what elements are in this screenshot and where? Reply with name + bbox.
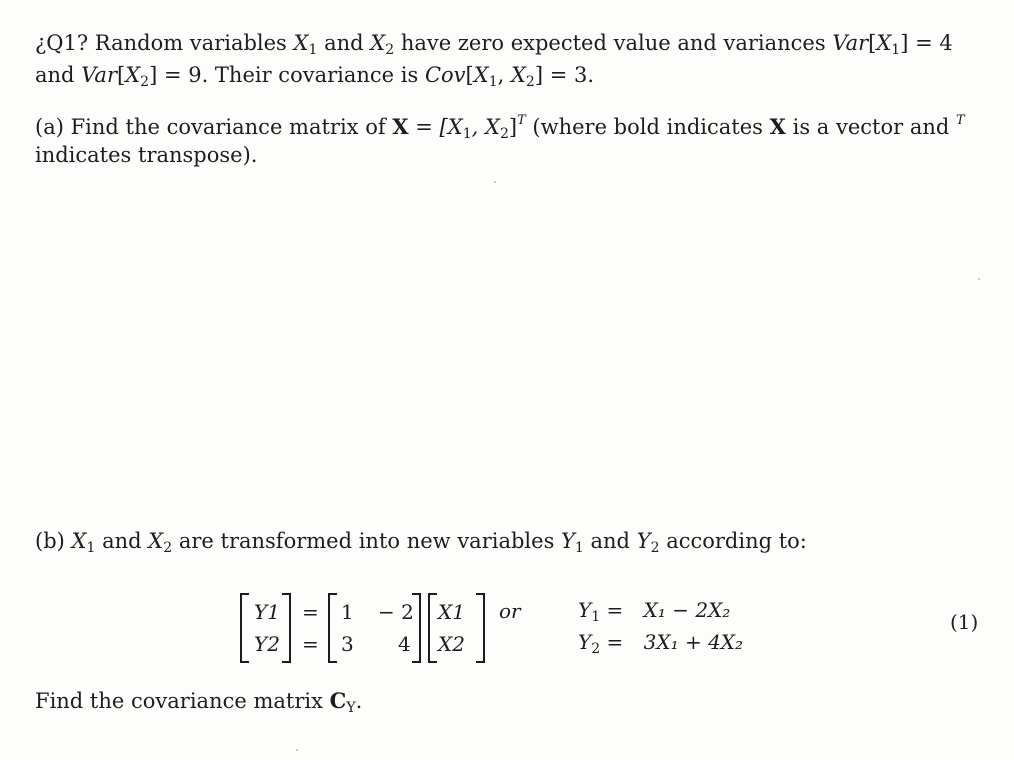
y-vector-entry: Y1: [254, 600, 280, 624]
a-matrix-entry: − 2: [378, 600, 414, 624]
part-b-find-line: Find the covariance matrix $C_Y$.: [35, 688, 363, 716]
a-matrix-entry: 3: [341, 632, 354, 656]
part-a-label: (a): [35, 115, 64, 139]
y-vector-left-bracket: [240, 593, 249, 663]
a-matrix-right-bracket: [412, 593, 421, 663]
y-vector-right-bracket: [282, 593, 291, 663]
part-a-line-1: (a) Find the covariance matrix of $X = [X_1$, $X_2]^T$ (where bold indicates X is a vector and $^T$: [35, 113, 965, 142]
equation-line-1: $Y_1 = X_1 - 2X_2$: [578, 598, 731, 625]
y-vector-entry: Y2: [254, 632, 280, 656]
part-b-label: (b): [35, 529, 65, 553]
a-matrix-entry: 1: [341, 600, 354, 624]
equation-number: (1): [950, 610, 979, 634]
scan-speck: [978, 278, 980, 280]
equals-sign: =: [302, 632, 319, 656]
x-vector-entry: X2: [438, 632, 465, 656]
x-vector-entry: X1: [438, 600, 465, 624]
a-matrix-left-bracket: [328, 593, 337, 663]
matrix-equation: [240, 593, 800, 665]
question-label: ¿Q1?: [35, 31, 89, 55]
scan-speck: [494, 181, 496, 183]
part-a-line-2: indicates transpose).: [35, 143, 258, 167]
equation-line-2: $Y_2 = 3X_1 + 4X_2$: [578, 630, 744, 657]
x-vector-right-bracket: [476, 593, 485, 663]
question-line-2: and $Var[X_2] = 9$. Their covariance is $Cov[X_1$, $X_2] = 3$.: [35, 63, 595, 90]
scan-speck: [296, 749, 298, 751]
x-vector-left-bracket: [428, 593, 437, 663]
a-matrix-entry: 4: [398, 632, 411, 656]
question-line-1: ¿Q1? Random variables $X_1$ and $X_2$ have zero expected value and variances $Var[X_1] = 4$: [35, 31, 953, 58]
part-b-line-1: (b) $X_1$ and $X_2$ are transformed into new variables $Y_1$ and $Y_2$ according to:: [35, 529, 807, 556]
or-text: or: [499, 599, 521, 623]
equals-sign: =: [302, 600, 319, 624]
